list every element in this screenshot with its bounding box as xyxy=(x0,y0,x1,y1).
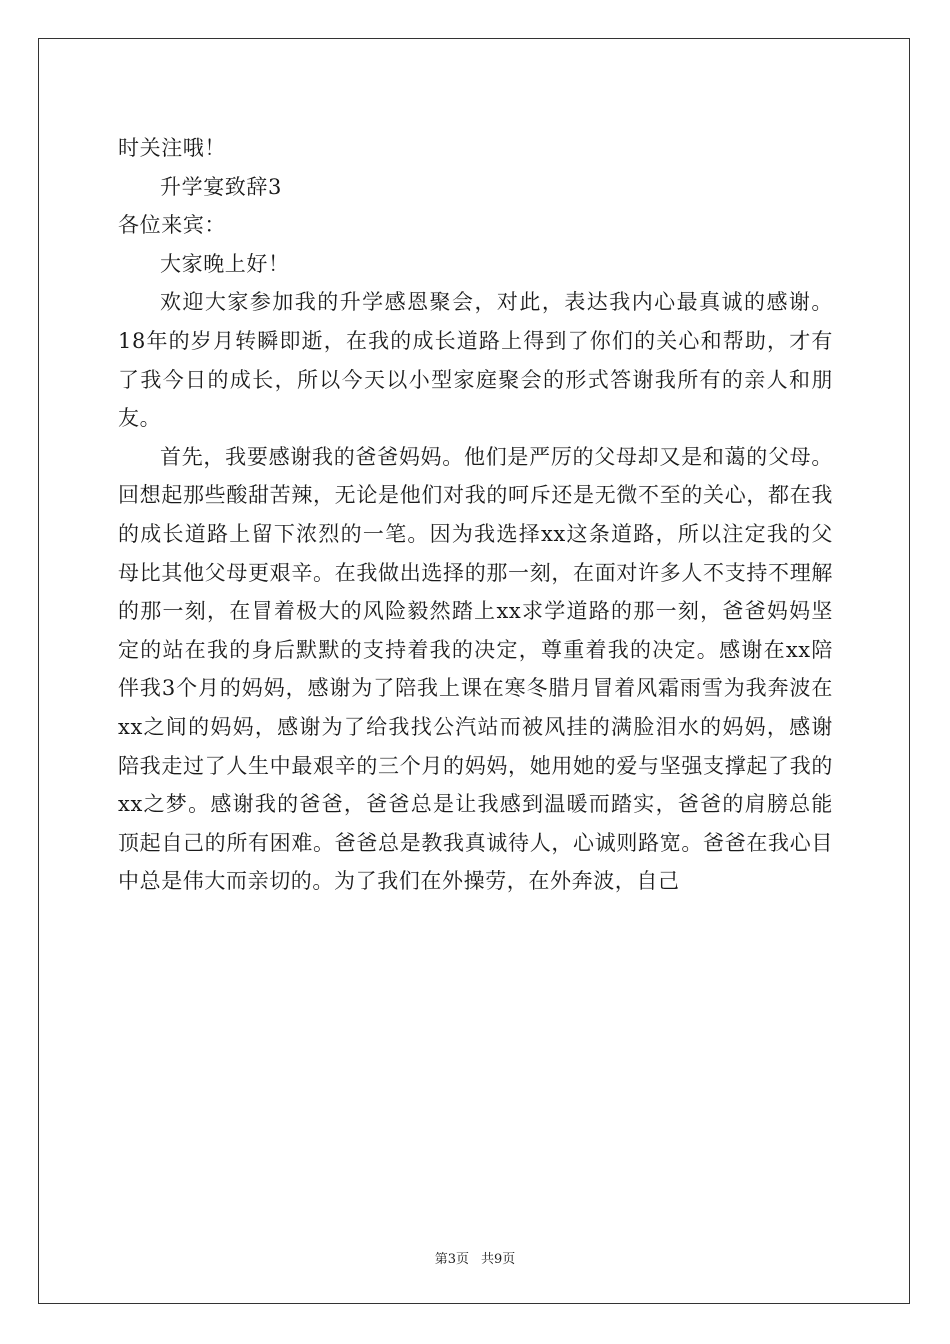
paragraph-welcome: 欢迎大家参加我的升学感恩聚会，对此，表达我内心最真诚的感谢。18年的岁月转瞬即逝，在我的成长道路上得到了你们的关心和帮助，才有了我今日的成长，所以今天以小型家庭聚会的形式答谢我所有的亲人和朋友。 xyxy=(118,290,833,431)
greeting: 大家晚上好！ xyxy=(160,251,290,276)
page-total: 共9页 xyxy=(481,1252,516,1267)
page-number: 第3页 xyxy=(434,1252,469,1267)
page-footer xyxy=(0,1248,950,1267)
paragraph-continuation: 时关注哦！ xyxy=(118,136,226,160)
paragraph-thanks-parents: 首先，我要感谢我的爸爸妈妈。他们是严厉的父母却又是和蔼的父母。回想起那些酸甜苦辣，无论是他们对我的呵斥还是无微不至的关心，都在我的成长道路上留下浓烈的一笔。因为我选择xx这条道路，所以注定我的父母比其他父母更艰辛。在我做出选择的那一刻，在面对许多人不支持不理解的那一刻，在冒着极大的风险毅然踏上xx求学道路的那一刻，爸爸妈妈坚定的站在我的身后默默的支持着我的决定，尊重着我的决定。感谢在xx陪伴我3个月的妈妈，感谢为了陪我上课在寒冬腊月冒着风霜雨雪为我奔波在xx之间的妈妈，感谢为了给我找公汽站而被风挂的满脸泪水的妈妈，感谢陪我走过了人生中最艰辛的三个月的妈妈，她用她的爱与坚强支撑起了我的xx之梦。感谢我的爸爸，爸爸总是让我感到温暖而踏实，爸爸的肩膀总能顶起自己的所有困难。爸爸总是教我真诚待人，心诚则路宽。爸爸在我心目中总是伟大而亲切的。为了我们在外操劳，在外奔波，自己 xyxy=(118,444,833,894)
document-body xyxy=(118,129,833,901)
salutation: 各位来宾： xyxy=(118,213,226,238)
section-heading: 升学宴致辞3 xyxy=(160,174,282,199)
